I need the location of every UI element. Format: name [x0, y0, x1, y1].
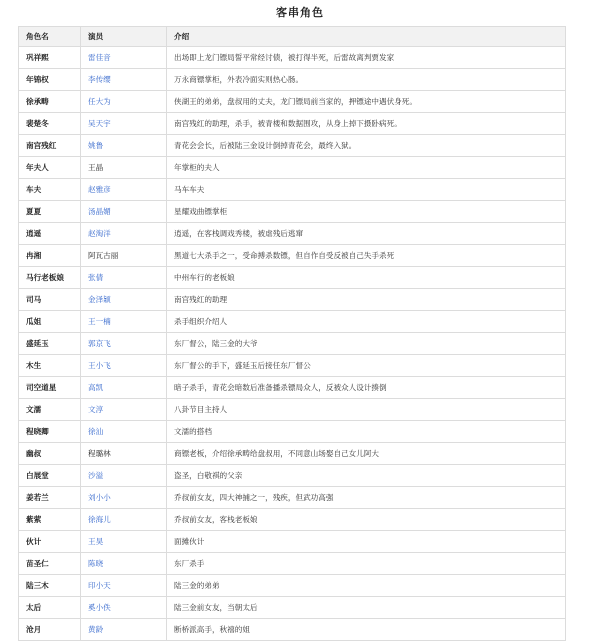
description-cell: 东厂督公的手下，盛延玉后接任东厂督公: [167, 355, 566, 377]
role-name-cell: 巩祥熙: [19, 47, 81, 69]
description-cell: 八卦节目主持人: [167, 399, 566, 421]
role-name-cell: 苗圣仁: [19, 553, 81, 575]
cameo-roles-table: [18, 26, 566, 641]
table-row: [19, 333, 566, 355]
header-description: 介绍: [167, 27, 566, 47]
actor-link[interactable]: 张倩: [81, 267, 167, 289]
table-row: [19, 597, 566, 619]
role-name-cell: 幽叔: [19, 443, 81, 465]
description-cell: 东厂督公，陆三金的大爷: [167, 333, 566, 355]
role-name-cell: 瓜姐: [19, 311, 81, 333]
role-name-cell: 文濡: [19, 399, 81, 421]
table-row: [19, 179, 566, 201]
table-body: [19, 47, 566, 641]
actor-link[interactable]: 汤晶媚: [81, 201, 167, 223]
role-name-cell: 逍遥: [19, 223, 81, 245]
role-name-cell: 太后: [19, 597, 81, 619]
table-row: [19, 223, 566, 245]
role-name-cell: 车夫: [19, 179, 81, 201]
role-name-cell: 年锦权: [19, 69, 81, 91]
actor-link[interactable]: 徐海儿: [81, 509, 167, 531]
table-row: [19, 619, 566, 641]
role-name-cell: 司马: [19, 289, 81, 311]
table-row: [19, 487, 566, 509]
role-name-cell: 徐承畴: [19, 91, 81, 113]
actor-link[interactable]: 印小天: [81, 575, 167, 597]
description-cell: 青花会会长，后被陆三金设计倒掉青花会，最终入狱。: [167, 135, 566, 157]
actor-link[interactable]: 黄龄: [81, 619, 167, 641]
table-row: [19, 157, 566, 179]
description-cell: 商镖老板，介绍徐承畴给盘叔用，不同意山场娶自己女儿阿大: [167, 443, 566, 465]
role-name-cell: 沧月: [19, 619, 81, 641]
description-cell: 乔叔前女友，客栈老板娘: [167, 509, 566, 531]
header-role: 角色名: [19, 27, 81, 47]
role-name-cell: 马行老板娘: [19, 267, 81, 289]
table-row: [19, 465, 566, 487]
description-cell: 陆三金前女友，当朝太后: [167, 597, 566, 619]
description-cell: 文濡的搭档: [167, 421, 566, 443]
table-row: [19, 135, 566, 157]
role-name-cell: 南宫残红: [19, 135, 81, 157]
actor-link[interactable]: 王一楠: [81, 311, 167, 333]
table-row: [19, 421, 566, 443]
table-row: [19, 113, 566, 135]
description-cell: 东厂杀手: [167, 553, 566, 575]
description-cell: 侠湖王的弟弟，盘叔用的丈夫，龙门镖局前当家的，押镖途中遇伏身死。: [167, 91, 566, 113]
actor-link[interactable]: 赵雅彦: [81, 179, 167, 201]
description-cell: 面摊伙计: [167, 531, 566, 553]
table-row: [19, 443, 566, 465]
role-name-cell: 裴楚冬: [19, 113, 81, 135]
table-header: [19, 27, 566, 47]
role-name-cell: 盛延玉: [19, 333, 81, 355]
description-cell: 年掌柜的夫人: [167, 157, 566, 179]
role-name-cell: 年夫人: [19, 157, 81, 179]
table-row: [19, 509, 566, 531]
description-cell: 盗圣，白敬祺的父亲: [167, 465, 566, 487]
description-cell: 暗子杀手，青花会暗数后准备播杀镖局众人，反被众人设计揍倒: [167, 377, 566, 399]
role-name-cell: 司空道星: [19, 377, 81, 399]
actor-link[interactable]: 文淳: [81, 399, 167, 421]
actor-link[interactable]: 赵淘洋: [81, 223, 167, 245]
table-row: [19, 245, 566, 267]
actor-link[interactable]: 任大为: [81, 91, 167, 113]
role-name-cell: 白展堂: [19, 465, 81, 487]
actor-link[interactable]: 徐汕: [81, 421, 167, 443]
actor-link[interactable]: 王昊: [81, 531, 167, 553]
description-cell: 出场即上龙门镖局誓平常经讨债，被打得半死，后雷故离判贾发家: [167, 47, 566, 69]
role-name-cell: 姜若兰: [19, 487, 81, 509]
actor-link[interactable]: 高凯: [81, 377, 167, 399]
description-cell: 陆三金的弟弟: [167, 575, 566, 597]
table-row: [19, 355, 566, 377]
table-row: [19, 531, 566, 553]
table-row: [19, 399, 566, 421]
table-row: [19, 69, 566, 91]
description-cell: 断桥派高手，秋禧的姐: [167, 619, 566, 641]
description-cell: 中州车行的老板娘: [167, 267, 566, 289]
page-title: 客串角色: [276, 6, 324, 19]
description-cell: 黑道七大杀手之一，受命搏杀数镖，但自作自受反被自己失手杀死: [167, 245, 566, 267]
actor-link[interactable]: 郭京飞: [81, 333, 167, 355]
table-row: [19, 575, 566, 597]
actor-link[interactable]: 奚小佚: [81, 597, 167, 619]
table-row: [19, 267, 566, 289]
description-cell: 万永商镖掌柜，外表冷面实则热心肠。: [167, 69, 566, 91]
actor-cell: 王晶: [81, 157, 167, 179]
description-cell: 杀手组织介绍人: [167, 311, 566, 333]
description-cell: 南宫残红的助理: [167, 289, 566, 311]
role-name-cell: 紫萦: [19, 509, 81, 531]
actor-link[interactable]: 雷佳音: [81, 47, 167, 69]
actor-cell: 阿瓦古丽: [81, 245, 167, 267]
table-row: [19, 553, 566, 575]
table-row: [19, 201, 566, 223]
header-row: [19, 27, 566, 47]
description-cell: 逍遥，在客栈调戏秀楼，被虐残后逃窜: [167, 223, 566, 245]
role-name-cell: 冉湘: [19, 245, 81, 267]
actor-link[interactable]: 王小飞: [81, 355, 167, 377]
role-name-cell: 木生: [19, 355, 81, 377]
table-row: [19, 311, 566, 333]
role-name-cell: 陆三木: [19, 575, 81, 597]
table-row: [19, 289, 566, 311]
role-name-cell: 程晓卿: [19, 421, 81, 443]
actor-link[interactable]: 李传缨: [81, 69, 167, 91]
description-cell: 星耀戏曲镖掌柜: [167, 201, 566, 223]
description-cell: 马车车夫: [167, 179, 566, 201]
role-name-cell: 伙计: [19, 531, 81, 553]
actor-cell: 程璐林: [81, 443, 167, 465]
actor-link[interactable]: 陈晓: [81, 553, 167, 575]
table-row: [19, 91, 566, 113]
actor-link[interactable]: 金泽颖: [81, 289, 167, 311]
role-name-cell: 夏夏: [19, 201, 81, 223]
table-row: [19, 377, 566, 399]
header-actor: 演员: [81, 27, 167, 47]
description-cell: 南宫残红的助理，杀手，被青楼和数据围攻，从身上掉下摄卧病死。: [167, 113, 566, 135]
actor-link[interactable]: 姚鲁: [81, 135, 167, 157]
description-cell: 乔叔前女友，四大神捕之一，残疾，但武功高强: [167, 487, 566, 509]
actor-link[interactable]: 沙溢: [81, 465, 167, 487]
actor-link[interactable]: 吴天宇: [81, 113, 167, 135]
actor-link[interactable]: 刘小小: [81, 487, 167, 509]
table-row: [19, 47, 566, 69]
